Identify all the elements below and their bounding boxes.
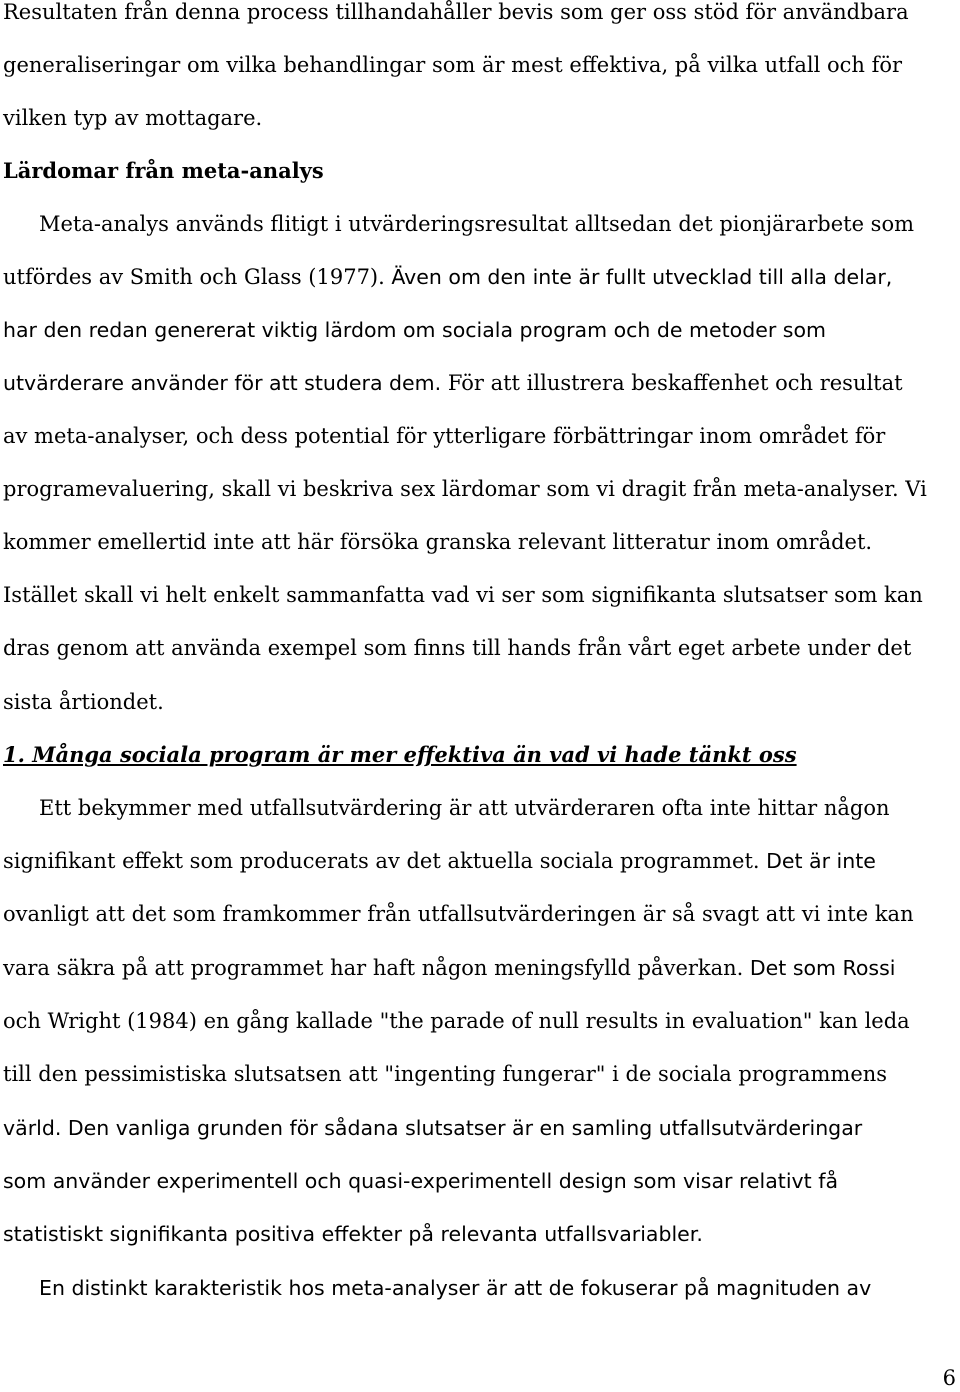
text-line: Resultaten från denna process tillhandahåller bevis som ger oss stöd för användbara — [3, 0, 909, 24]
text-span: programevaluering, skall vi beskriva sex lärdomar som vi dragit från meta-analyser. — [3, 477, 899, 501]
text-span: Vi — [898, 477, 927, 501]
page-number: 6 — [942, 1366, 956, 1390]
text-line — [3, 849, 876, 873]
text-line: Meta-analys används flitigt i utvärderingsresultat alltsedan det pionjärarbete som — [39, 212, 915, 236]
text-line: har den redan genererat viktig lärdom om sociala program och de metoder som — [3, 318, 826, 342]
text-span: utfördes av Smith och Glass (1977). — [3, 265, 385, 289]
text-line — [3, 265, 892, 289]
text-span: vara säkra på att programmet har haft någon meningsfylld påverkan. — [3, 956, 744, 980]
text-line: och Wright (1984) en gång kallade "the parade of null results in evaluation" kan leda — [3, 1009, 910, 1033]
text-line: värld. Den vanliga grunden för sådana slutsatser är en samling utfallsutvärderingar — [3, 1116, 863, 1140]
text-line — [3, 956, 895, 980]
text-span: Även om den inte är fullt utvecklad till alla delar, — [384, 265, 893, 289]
text-line: statistiskt signifikanta positiva effekter på relevanta utfallsvariabler. — [3, 1222, 703, 1246]
text-line: ovanligt att det som framkommer från utfallsutvärderingen är så svagt att vi inte kan — [3, 902, 914, 926]
text-span: För att illustrera beskaffenhet och resultat — [441, 371, 903, 395]
text-line: generaliseringar om vilka behandlingar som är mest effektiva, på vilka utfall och för — [3, 53, 903, 77]
text-span: Det som Rossi — [743, 956, 896, 980]
text-line: av meta-analyser, och dess potential för ytterligare förbättringar inom området för — [3, 424, 886, 448]
text-line: Ett bekymmer med utfallsutvärdering är att utvärderaren ofta inte hittar någon — [39, 796, 890, 820]
section-heading: Lärdomar från meta-analys — [3, 158, 324, 183]
text-line — [3, 477, 927, 501]
text-line: vilken typ av mottagare. — [3, 106, 263, 130]
text-line: som använder experimentell och quasi-experimentell design som visar relativt få — [3, 1169, 839, 1193]
text-line: En distinkt karakteristik hos meta-analyser är att de fokuserar på magnituden av — [39, 1276, 872, 1300]
text-line: till den pessimistiska slutsatsen att "ingenting fungerar" i de sociala programmens — [3, 1062, 888, 1086]
text-line: dras genom att använda exempel som finns till hands från vårt eget arbete under det — [3, 636, 912, 660]
subsection-heading: 1. Många sociala program är mer effektiva än vad vi hade tänkt oss — [3, 742, 797, 767]
text-line — [3, 371, 903, 395]
text-line: Istället skall vi helt enkelt sammanfatta vad vi ser som signifikanta slutsatser som kan — [3, 583, 923, 607]
text-line: kommer emellertid inte att här försöka granska relevant litteratur inom området. — [3, 530, 873, 554]
text-span: utvärderare använder för att studera dem. — [3, 371, 442, 395]
text-line: sista årtiondet. — [3, 690, 164, 714]
text-span: signifikant effekt som producerats av det aktuella sociala programmet. — [3, 849, 760, 873]
text-span: Det är inte — [759, 849, 876, 873]
